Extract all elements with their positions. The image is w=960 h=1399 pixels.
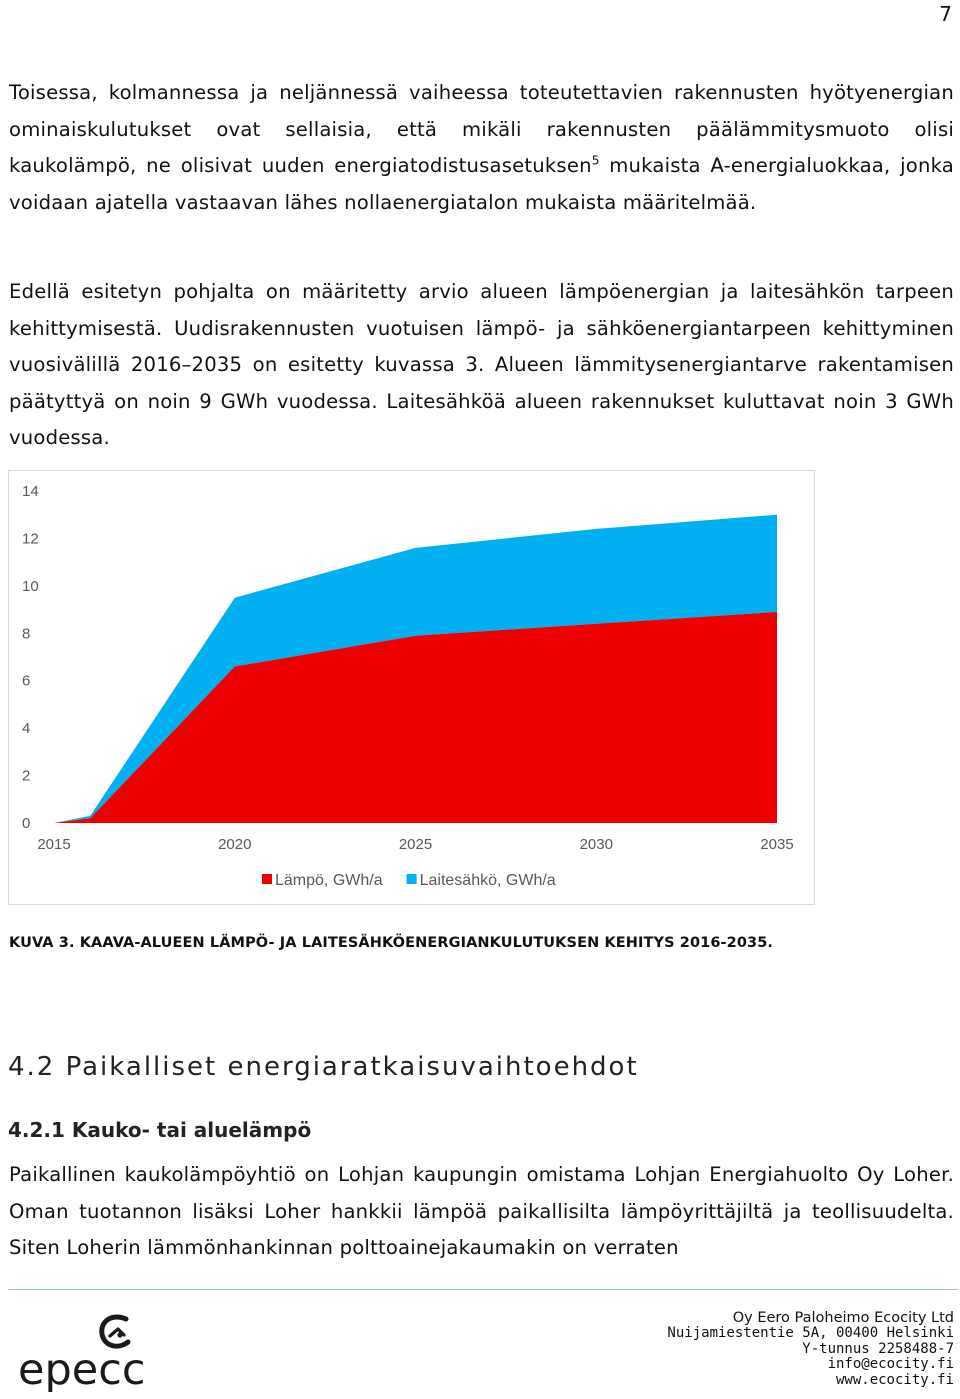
y-tick-label: 6 [22, 672, 31, 690]
logo-text: epecc [18, 1345, 146, 1392]
y-tick-label: 14 [22, 483, 39, 500]
x-tick-label: 2035 [760, 836, 794, 853]
y-tick-label: 2 [22, 767, 31, 785]
y-tick-label: 4 [22, 720, 31, 738]
energy-chart-svg [9, 471, 816, 906]
subsection-heading: 4.2.1 Kauko- tai aluelämpö [8, 1118, 312, 1142]
paragraph-energy-estimate: Edellä esitetyn pohjalta on määritetty arvio alueen lämpöenergian ja laitesähkön tarpeen kehittymisestä. Uudisrakennusten vuotuisen lämpö- ja sähköenergiantarpeen kehittyminen vuosivälillä 2016–2035 on esitetty kuvassa 3. Alueen lämmitysenergiantarve rakentamisen päätyttyä on noin 9 GWh vuodessa. Laitesähköä alueen rakennukset kuluttavat noin 3 GWh vuodessa. [9, 280, 954, 450]
energy-chart [8, 470, 815, 905]
footer-address [667, 1311, 954, 1388]
street-address: Nuijamiestentie 5A, 00400 Helsinki [667, 1325, 954, 1342]
email-link[interactable]: info@ecocity.fi [827, 1356, 954, 1373]
figure-caption: KUVA 3. KAAVA-ALUEEN LÄMPÖ- JA LAITESÄHKÖENERGIANKULUTUKSEN KEHITYS 2016-2035. [9, 935, 774, 951]
legend-swatch-1 [407, 874, 417, 884]
x-tick-label: 2030 [579, 836, 613, 853]
legend-label-0: Lämpö, GWh/a [275, 872, 383, 889]
business-id: Y-tunnus 2258488-7 [802, 1340, 954, 1357]
epecc-logo-icon [14, 1312, 154, 1392]
paragraph-efficiency [9, 75, 954, 221]
footer-divider [8, 1289, 958, 1290]
company-logo [14, 1312, 154, 1396]
y-tick-label: 8 [22, 625, 31, 643]
paragraph-efficiency-text: Toisessa, kolmannessa ja neljännessä vaiheessa toteutettavien rakennusten hyötyenergian ominaiskulutukset ovat sellaisia, että mikäli rakennusten päälämmitysmuoto olisi kaukolämpö, ne olisivat uuden energiatodistusasetuksen [9, 81, 954, 178]
legend-swatch-0 [262, 874, 272, 884]
paragraph-district-heating: Paikallinen kaukolämpöyhtiö on Lohjan kaupungin omistama Lohjan Energiahuolto Oy Loher. Oman tuotannon lisäksi Loher hankkii lämpöä paikallisilta lämpöyrittäjiltä ja teollisuudelta. Siten Loherin lämmönhankinnan polttoainejakaumakin on verraten [9, 1163, 954, 1260]
y-tick-label: 12 [22, 530, 39, 548]
company-name: Oy Eero Paloheimo Ecocity Ltd [732, 1310, 954, 1326]
paragraph-efficiency-tail: mukaista A-energialuokkaa, jonka voidaan ajatella vastaavan lähes nollaenergiatalon mukaista määritelmää. [9, 154, 954, 214]
x-tick-label: 2025 [398, 836, 433, 853]
y-tick-label: 0 [22, 815, 31, 832]
page-number: 7 [939, 2, 952, 26]
y-tick-label: 10 [22, 577, 39, 595]
website-link[interactable]: www.ecocity.fi [835, 1371, 954, 1388]
x-tick-label: 2020 [218, 836, 252, 853]
x-tick-label: 2015 [37, 836, 71, 853]
legend-label-1: Laitesähkö, GWh/a [419, 872, 556, 889]
footnote-marker[interactable]: 5 [591, 153, 600, 168]
section-heading: 4.2 Paikalliset energiaratkaisuvaihtoehdot [8, 1052, 639, 1082]
